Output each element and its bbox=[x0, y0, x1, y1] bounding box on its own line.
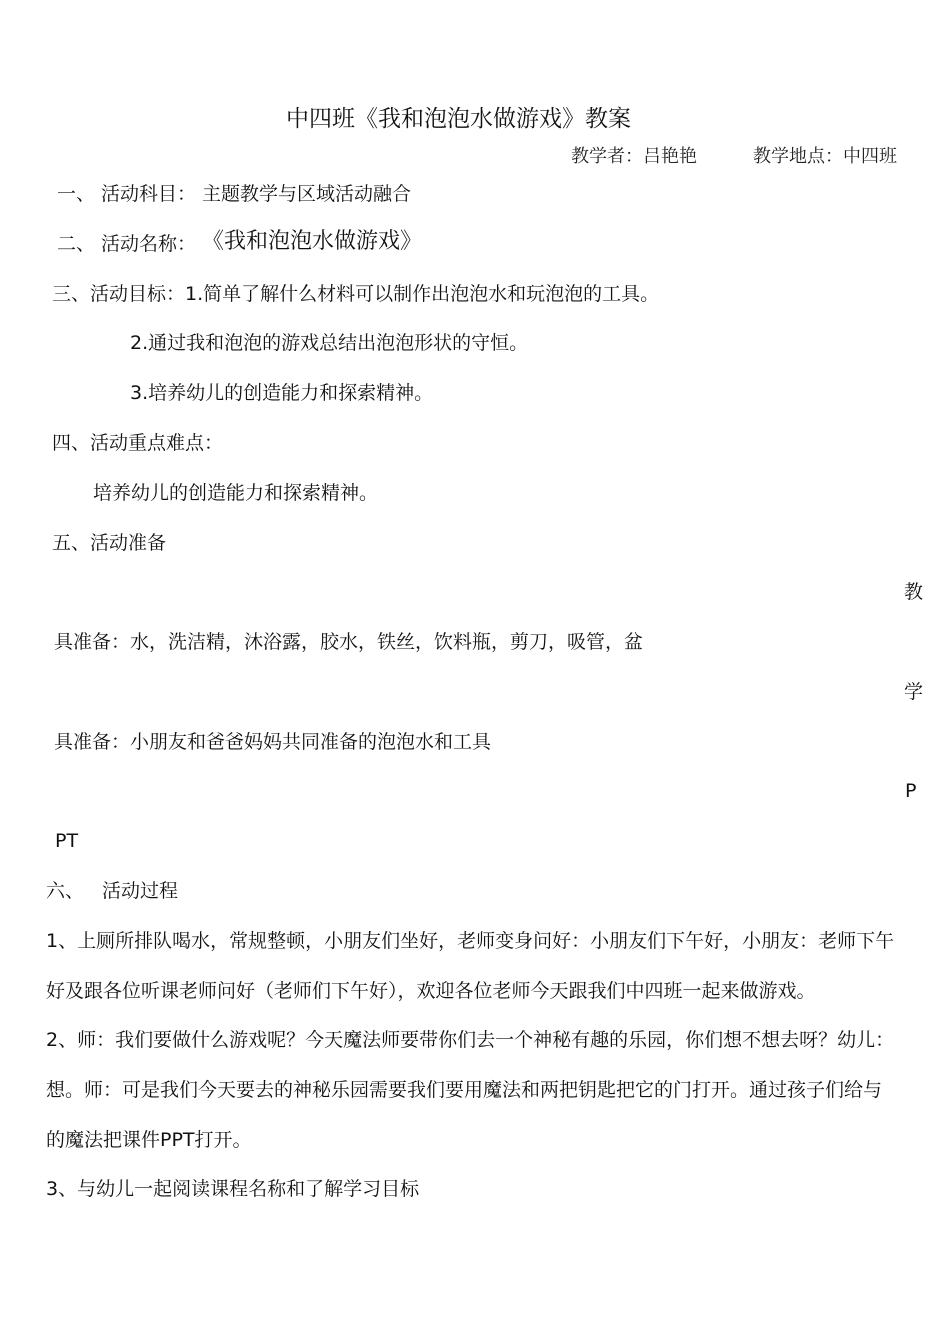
prep-char-jiao: 教 bbox=[904, 581, 924, 603]
section-2-label: 二、 活动名称： bbox=[57, 233, 197, 255]
process-3-line-1: 3、与幼儿一起阅读课程名称和了解学习目标 bbox=[46, 1178, 420, 1200]
section-4-text: 培养幼儿的创造能力和探索精神。 bbox=[93, 482, 379, 504]
section-2-value: 《我和泡泡水做游戏》 bbox=[202, 229, 423, 254]
teaching-location: 教学地点：中四班 bbox=[753, 146, 897, 167]
learning-aids: 具准备：小朋友和爸爸妈妈共同准备的泡泡水和工具 bbox=[54, 731, 492, 753]
prep-pt: PT bbox=[55, 830, 79, 852]
section-5-label: 五、活动准备 bbox=[52, 532, 167, 554]
goal-1: 1.简单了解什么材料可以制作出泡泡水和玩泡泡的工具。 bbox=[185, 283, 660, 305]
goal-2: 2.通过我和泡泡的游戏总结出泡泡形状的守恒。 bbox=[130, 332, 529, 354]
process-2-line-2: 想。师：可是我们今天要去的神秘乐园需要我们要用魔法和两把钥匙把它的门打开。通过孩子们给与 bbox=[46, 1079, 883, 1101]
prep-char-p: P bbox=[905, 780, 917, 802]
teaching-aids: 具准备：水，洗洁精，沐浴露，胶水，铁丝，饮料瓶，剪刀，吸管，盆 bbox=[54, 631, 644, 653]
page-title: 中四班《我和泡泡水做游戏》教案 bbox=[286, 106, 631, 132]
section-6-value: 活动过程 bbox=[102, 880, 179, 902]
section-6-label: 六、 bbox=[46, 880, 85, 902]
process-1-line-2: 好及跟各位听课老师问好（老师们下午好），欢迎各位老师今天跟我们中四班一起来做游戏。 bbox=[46, 980, 816, 1002]
section-4-label: 四、活动重点难点： bbox=[52, 432, 224, 454]
section-1-label: 一、 活动科目： bbox=[57, 183, 197, 205]
teacher-name: 教学者：吕艳艳 bbox=[571, 146, 697, 167]
process-2-line-3: 的魔法把课件PPT打开。 bbox=[46, 1129, 252, 1151]
section-3-label: 三、活动目标： bbox=[52, 283, 186, 305]
goal-3: 3.培养幼儿的创造能力和探索精神。 bbox=[130, 382, 434, 404]
process-2-line-1: 2、师：我们要做什么游戏呢？今天魔法师要带你们去一个神秘有趣的乐园，你们想不想去呀？幼儿： bbox=[46, 1029, 895, 1051]
section-1-value: 主题教学与区域活动融合 bbox=[202, 183, 412, 205]
prep-char-xue: 学 bbox=[904, 681, 924, 703]
process-1-line-1: 1、上厕所排队喝水，常规整顿，小朋友们坐好，老师变身问好：小朋友们下午好，小朋友：老师下午 bbox=[46, 930, 895, 952]
